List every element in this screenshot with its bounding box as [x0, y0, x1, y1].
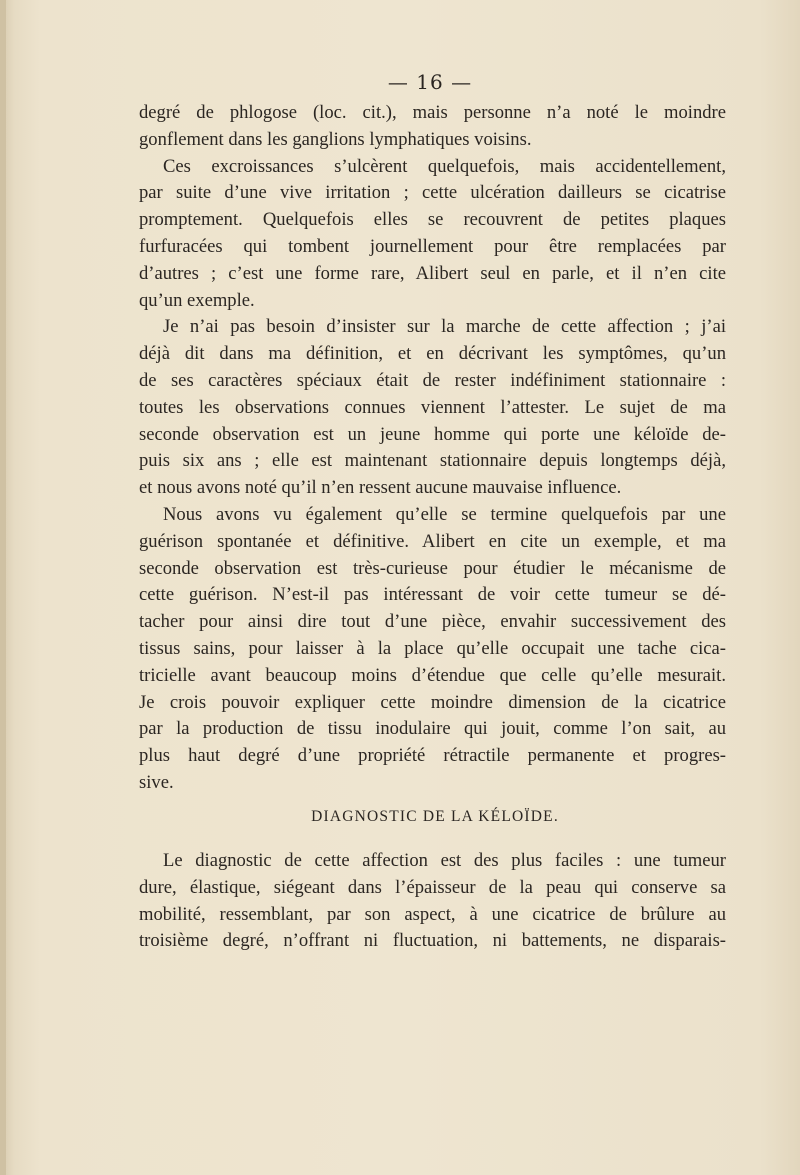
text-line: Nous avons vu également qu’elle se termine quelquefois par une — [163, 503, 726, 525]
text-line: cette guérison. N’est-il pas intéressant de voir cette tumeur se dé- — [139, 584, 726, 606]
body-text-block-1 — [139, 100, 726, 797]
text-line: seconde observation est un jeune homme qui porte une kéloïde de- — [139, 423, 726, 445]
text-line: d’autres ; c’est une forme rare, Alibert seul en parle, et il n’en cite — [139, 262, 726, 284]
text-line: plus haut degré d’une propriété rétractile permanente et progres- — [139, 745, 726, 767]
text-line: gonflement dans les ganglions lymphatiques voisins. — [139, 128, 532, 150]
text-line: tissus sains, pour laisser à la place qu’elle occupait une tache cica- — [139, 637, 726, 659]
text-line: et nous avons noté qu’il n’en ressent aucune mauvaise influence. — [139, 477, 622, 499]
page-binding-edge — [0, 0, 6, 1175]
text-line: déjà dit dans ma définition, et en décrivant les symptômes, qu’un — [139, 343, 726, 365]
text-line: furfuracées qui tombent journellement pour être remplacées par — [139, 235, 726, 257]
text-line: Je crois pouvoir expliquer cette moindre dimension de la cicatrice — [139, 691, 726, 713]
section-heading: DIAGNOSTIC DE LA KÉLOÏDE. — [311, 808, 559, 825]
text-line: troisième degré, n’offrant ni fluctuation, ni battements, ne disparais- — [139, 930, 726, 952]
text-line: sive. — [139, 771, 174, 793]
text-line: seconde observation est très-curieuse pour étudier le mécanisme de — [139, 557, 726, 579]
text-line: Ces excroissances s’ulcèrent quelquefois, mais accidentellement, — [163, 155, 726, 177]
text-line: tricielle avant beaucoup moins d’étendue que celle qu’elle mesurait. — [139, 664, 726, 686]
text-line: par suite d’une vive irritation ; cette ulcération dailleurs se cicatrise — [139, 182, 726, 204]
text-line: par la production de tissu inodulaire qui jouit, comme l’on sait, au — [139, 718, 726, 740]
text-line: mobilité, ressemblant, par son aspect, à une cicatrice de brûlure au — [139, 903, 726, 925]
text-line: promptement. Quelquefois elles se recouvrent de petites plaques — [139, 209, 726, 231]
body-text-block-2 — [139, 848, 726, 955]
text-line: de ses caractères spéciaux était de rester indéfiniment stationnaire : — [139, 369, 726, 391]
text-line: degré de phlogose (loc. cit.), mais personne n’a noté le moindre — [139, 102, 726, 123]
text-line: dure, élastique, siégeant dans l’épaisseur de la peau qui conserve sa — [139, 876, 726, 898]
page-number: — 16 — — [387, 70, 473, 94]
text-line: Je n’ai pas besoin d’insister sur la marche de cette affection ; j’ai — [163, 316, 726, 338]
text-line: puis six ans ; elle est maintenant stationnaire depuis longtemps déjà, — [139, 450, 726, 472]
text-line: tacher pour ainsi dire tout d’une pièce, envahir successivement des — [139, 611, 726, 633]
text-line: guérison spontanée et définitive. Alibert en cite un exemple, et ma — [139, 530, 726, 552]
text-line: qu’un exemple. — [139, 289, 255, 311]
text-line: Le diagnostic de cette affection est des plus faciles : une tumeur — [163, 850, 726, 871]
text-line: toutes les observations connues viennent l’attester. Le sujet de ma — [139, 396, 726, 418]
